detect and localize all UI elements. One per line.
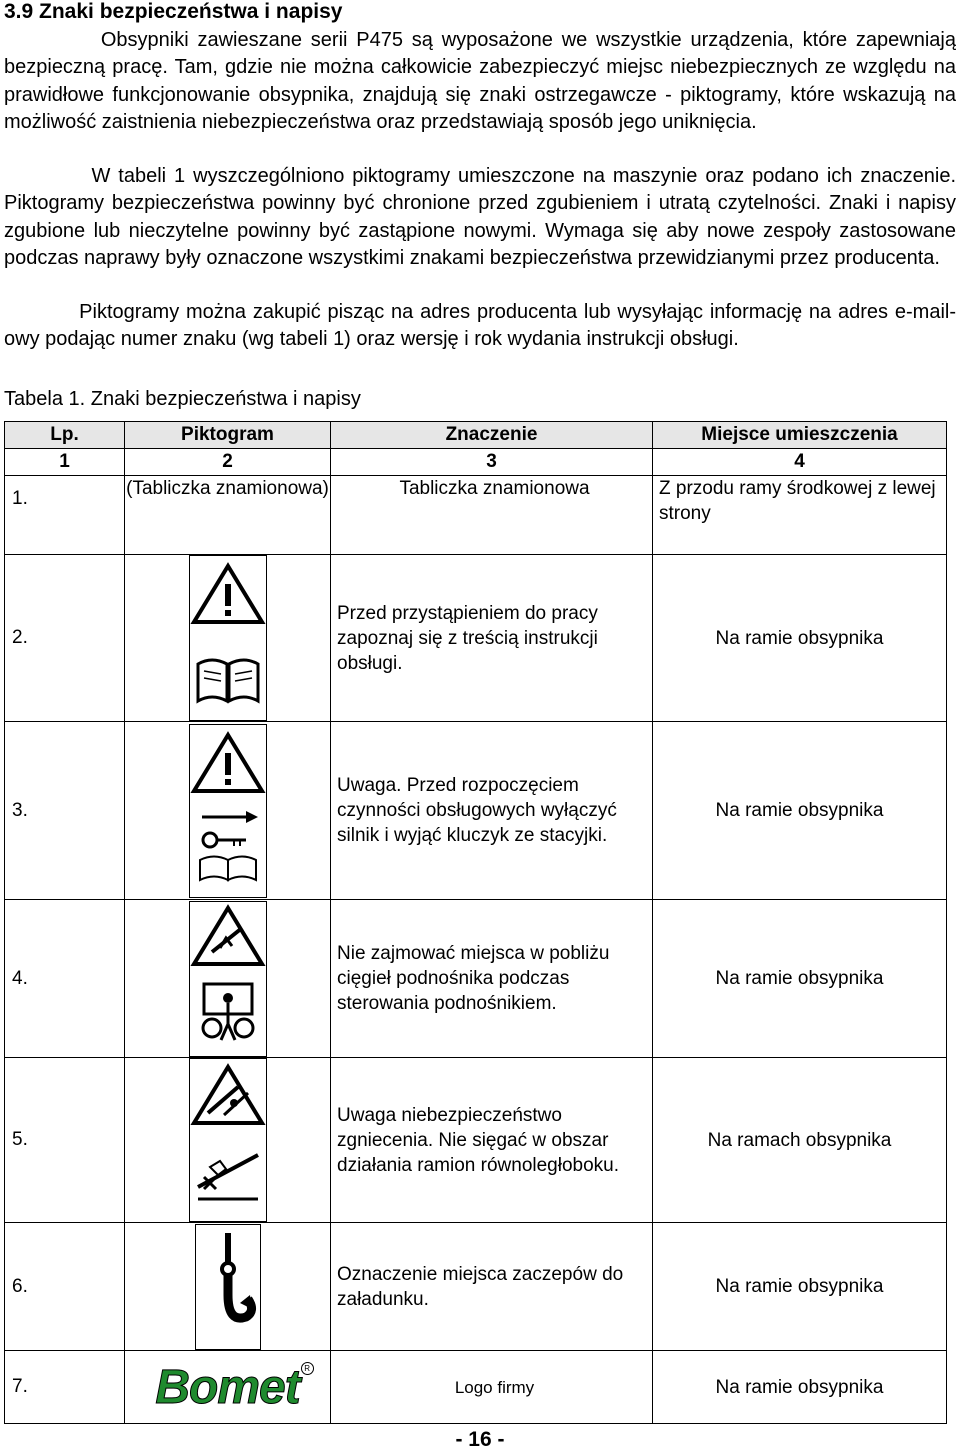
row-lp: 7. [5,1351,125,1424]
row-place: Na ramie obsypnika [653,1351,947,1424]
table-row [5,1058,947,1223]
header-place: Miejsce umieszczenia [653,422,947,449]
header-pictogram: Piktogram [125,422,331,449]
warning-remove-key-icon [189,724,267,898]
table-row [5,1351,947,1424]
row-meaning: Logo firmy [331,1351,653,1424]
table-row [5,722,947,900]
page-number: - 16 - [455,1428,505,1451]
row-pictogram [125,1351,331,1424]
section-heading: 3.9 Znaki bezpieczeństwa i napisy [4,0,343,23]
header-meaning: Znaczenie [331,422,653,449]
row-place: Na ramie obsypnika [653,900,947,1058]
row-meaning: Uwaga niebezpieczeństwo zgniecenia. Nie sięgać w obszar działania ramion równoległoboku. [331,1058,653,1223]
row-lp: 1. [5,476,125,555]
bomet-logo [155,1360,311,1415]
column-number: 4 [653,449,947,476]
row-place: Na ramie obsypnika [653,555,947,722]
row-pictogram [125,1058,331,1223]
row-lp: 5. [5,1058,125,1223]
row-place: Na ramach obsypnika [653,1058,947,1223]
bomet-logo-text: Bomet [155,1360,300,1414]
column-number: 1 [5,449,125,476]
column-number: 3 [331,449,653,476]
row-lp: 6. [5,1223,125,1351]
row-pictogram [125,722,331,900]
row-lp: 2. [5,555,125,722]
row-place: Na ramie obsypnika [653,722,947,900]
crush-hazard-icon [189,1058,267,1222]
intro-paragraph: Obsypniki zawieszane serii P475 są wyposażone we wszystkie urządzenia, które zapewniają bezpieczną pracę. Tam, gdzie nie można całkowicie zabezpieczyć miejsc niebezpiecznych ze względu na prawidłowe funkcjonowanie obsypnika, znajdują się znaki ostrzegawcze - piktogramy, które wskazują na możliwość zaistnienia niebezpieczeństwa oraz przedstawiają sposób jego uniknięcia. [4,29,956,133]
table-row [5,1223,947,1351]
row-meaning: Tabliczka znamionowa [331,476,653,555]
table-column-numbers-row [5,449,947,476]
row-lp: 3. [5,722,125,900]
row-pictogram [125,1223,331,1351]
pictogram-text: (Tabliczka znamionowa) [125,476,331,555]
lifting-hook-icon [195,1224,261,1350]
row-meaning: Uwaga. Przed rozpoczęciem czynności obsługowych wyłączyć silnik i wyjąć kluczyk ze stacyjki. [331,722,653,900]
row-meaning: Oznaczenie miejsca zaczepów do załadunku. [331,1223,653,1351]
warning-read-manual-icon [189,555,267,721]
header-lp: Lp. [5,422,125,449]
registered-mark: R [301,1362,314,1375]
purchase-info-paragraph: Piktogramy można zakupić pisząc na adres producenta lub wysyłając informację na adres e-mail-owy podając numer znaku (wg tabeli 1) oraz wersję i rok wydania instrukcji obsługi. [4,301,956,351]
row-place: Na ramie obsypnika [653,1223,947,1351]
row-lp: 4. [5,900,125,1058]
safety-signs-table [4,421,947,1424]
table-row [5,476,947,555]
row-pictogram [125,900,331,1058]
column-number: 2 [125,449,331,476]
table-row [5,900,947,1058]
row-pictogram [125,555,331,722]
row-place: Z przodu ramy środkowej z lewej strony [653,476,947,555]
table-description-paragraph: W tabeli 1 wyszczególniono piktogramy umieszczone na maszynie oraz podano ich znaczenie. Piktogramy bezpieczeństwa powinny być chronione przed zgubieniem i utratą czytelności. Znaki i napisy zgubione lub nieczytelne powinny być zastąpione nowymi. Wymaga się aby nowe zespoły zastosowane podczas naprawy były oznaczone wszystkimi znakami bezpieczeństwa przewidzianymi przez producenta. [4,165,956,269]
table-caption: Tabela 1. Znaki bezpieczeństwa i napisy [4,388,361,410]
table-header-row [5,422,947,449]
row-meaning: Przed przystąpieniem do pracy zapoznaj się z treścią instrukcji obsługi. [331,555,653,722]
row-meaning: Nie zajmować miejsca w pobliżu cięgieł podnośnika podczas sterowania podnośnikiem. [331,900,653,1058]
lift-linkage-hazard-icon [189,901,267,1057]
table-row [5,555,947,722]
